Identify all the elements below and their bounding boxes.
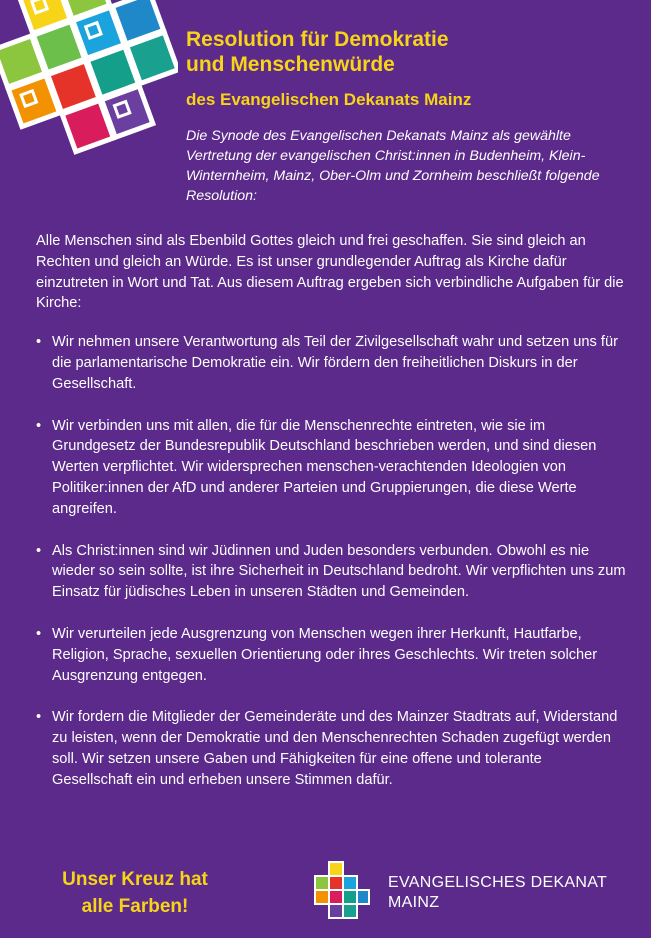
org-line-2: MAINZ bbox=[388, 894, 440, 911]
list-item bbox=[36, 332, 626, 394]
intro-paragraph: Die Synode des Evangelischen Dekanats Mainz als gewählte Vertretung der evangelischen Christ:innen in Budenheim, Klein-Winternheim, Mainz, Ober-Olm und Zornheim beschließt folgende Resolution: bbox=[186, 128, 600, 204]
list-item-text: Wir verurteilen jede Ausgrenzung von Menschen wegen ihrer Herkunft, Hautfarbe, Religion, Sprache, sexuellen Orientierung oder ihres Geschlechts. Wir treten solcher Ausgrenzung entgegen. bbox=[52, 625, 598, 684]
slogan-line-1: Unser Kreuz hat bbox=[62, 869, 208, 890]
page-subtitle: des Evangelischen Dekanats Mainz bbox=[186, 90, 472, 109]
list-item-text: Wir fordern die Mitglieder der Gemeinderäte und des Mainzer Stadtrats auf, Widerstand zu leisten, wenn der Demokratie und den Menschenrechten Schaden zugefügt werden soll. Wir setzen unsere Gaben und Fähigkeiten für eine offene und tolerante Gesellschaft ein und erheben unsere Stimmen dafür. bbox=[52, 709, 618, 788]
resolution-body bbox=[36, 231, 626, 812]
list-item-text: Wir verbinden uns mit allen, die für die Menschenrechte eintreten, wie sie im Grundgesetz der Bundesrepublik Deutschland beschrieben werden, und sind diesen Werten verpflichtet. Wir widersprechen menschen-verachtenden Ideologien von Politiker:innen der AfD und anderer Parteien und Gruppierungen, die diese Werte angreifen. bbox=[52, 417, 597, 517]
list-item bbox=[36, 707, 626, 790]
resolution-list bbox=[36, 332, 626, 790]
list-item bbox=[36, 541, 626, 603]
page-title bbox=[186, 27, 626, 77]
org-line-1: EVANGELISCHES DEKANAT bbox=[388, 874, 608, 891]
list-item bbox=[36, 624, 626, 686]
slogan-line-2: alle Farben! bbox=[81, 896, 189, 917]
title-line-2: und Menschenwürde bbox=[186, 53, 395, 76]
colorful-cross-logo-icon bbox=[305, 860, 371, 926]
bullet-icon: • bbox=[36, 417, 42, 434]
list-item-text: Wir nehmen unsere Verantwortung als Teil der Zivilgesellschaft wahr und setzen uns für die parlamentarische Demokratie ein. Wir fördern den freiheitlichen Diskurs in der Gesellschaft. bbox=[52, 334, 618, 392]
bullet-icon: • bbox=[36, 625, 42, 642]
list-item-text: Als Christ:innen sind wir Jüdinnen und Juden besonders verbunden. Obwohl es nie wieder so sein sollte, ist ihre Sicherheit in Deutschland bedroht. Wir verpflichten uns zum Einsatz für jüdisches Leben in unseren Städten und Gemeinden. bbox=[52, 542, 626, 601]
slogan bbox=[40, 866, 230, 920]
list-item bbox=[36, 416, 626, 520]
organization-name bbox=[388, 873, 638, 913]
bullet-icon: • bbox=[36, 334, 42, 351]
bullet-icon: • bbox=[36, 542, 42, 559]
lead-paragraph: Alle Menschen sind als Ebenbild Gottes gleich und frei geschaffen. Sie sind gleich an Rechten und gleich an Würde. Es ist unser grundlegender Auftrag als Kirche dafür einzutreten in Wort und Tat. Aus diesem Auftrag ergeben sich verbindliche Aufgaben für die Kirche: bbox=[36, 233, 624, 312]
bullet-icon: • bbox=[36, 709, 42, 726]
title-line-1: Resolution für Demokratie bbox=[186, 28, 449, 51]
colorful-cross-logo-icon bbox=[0, 0, 178, 170]
